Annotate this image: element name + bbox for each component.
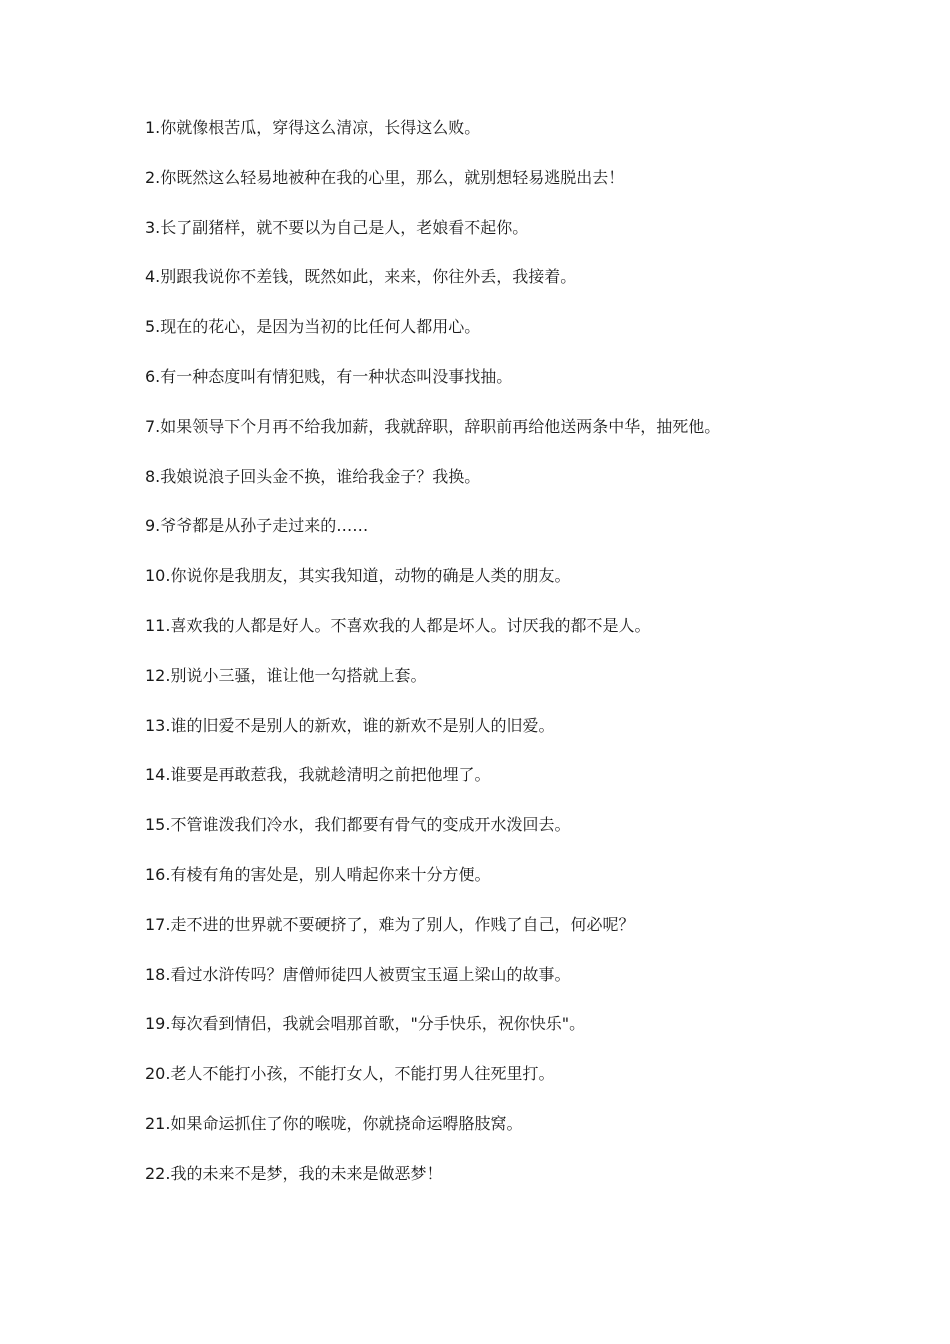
list-item: 4.别跟我说你不差钱，既然如此，来来，你往外丢，我接着。 — [145, 267, 577, 287]
list-item: 3.长了副猪样，就不要以为自己是人，老娘看不起你。 — [145, 217, 529, 237]
list-item: 6.有一种态度叫有情犯贱，有一种状态叫没事找抽。 — [145, 366, 513, 386]
list-item: 16.有棱有角的害处是，别人啃起你来十分方便。 — [145, 864, 491, 884]
list-item: 5.现在的花心，是因为当初的比任何人都用心。 — [145, 317, 481, 337]
list-item: 8.我娘说浪子回头金不换，谁给我金子？我换。 — [145, 466, 481, 486]
list-item: 20.老人不能打小孩，不能打女人，不能打男人往死里打。 — [145, 1064, 555, 1084]
list-item: 15.不管谁泼我们冷水，我们都要有骨气的变成开水泼回去。 — [145, 815, 571, 835]
list-item: 17.走不进的世界就不要硬挤了，难为了别人，作贱了自己，何必呢？ — [145, 914, 635, 934]
list-item: 7.如果领导下个月再不给我加薪，我就辞职，辞职前再给他送两条中华，抽死他。 — [145, 416, 721, 436]
list-item: 18.看过水浒传吗？唐僧师徒四人被贾宝玉逼上梁山的故事。 — [145, 964, 571, 984]
list-item: 2.你既然这么轻易地被种在我的心里，那么，就别想轻易逃脱出去！ — [145, 167, 625, 187]
list-item: 22.我的未来不是梦，我的未来是做恶梦！ — [145, 1163, 443, 1183]
list-item: 9.爷爷都是从孙子走过来的…… — [145, 516, 369, 536]
list-item: 21.如果命运抓住了你的喉咙，你就挠命运嘚胳肢窝。 — [145, 1113, 523, 1133]
list-item: 11.喜欢我的人都是好人。不喜欢我的人都是坏人。讨厌我的都不是人。 — [145, 615, 651, 635]
list-item: 14.谁要是再敢惹我，我就趁清明之前把他埋了。 — [145, 765, 491, 785]
joke-list — [145, 116, 845, 1212]
list-item: 10.你说你是我朋友，其实我知道，动物的确是人类的朋友。 — [145, 566, 571, 586]
list-item: 13.谁的旧爱不是别人的新欢，谁的新欢不是别人的旧爱。 — [145, 715, 555, 735]
list-item: 19.每次看到情侣，我就会唱那首歌，"分手快乐，祝你快乐"。 — [145, 1014, 586, 1034]
list-item: 1.你就像根苦瓜，穿得这么清凉，长得这么败。 — [145, 118, 481, 137]
list-item: 12.别说小三骚，谁让他一勾搭就上套。 — [145, 665, 427, 685]
